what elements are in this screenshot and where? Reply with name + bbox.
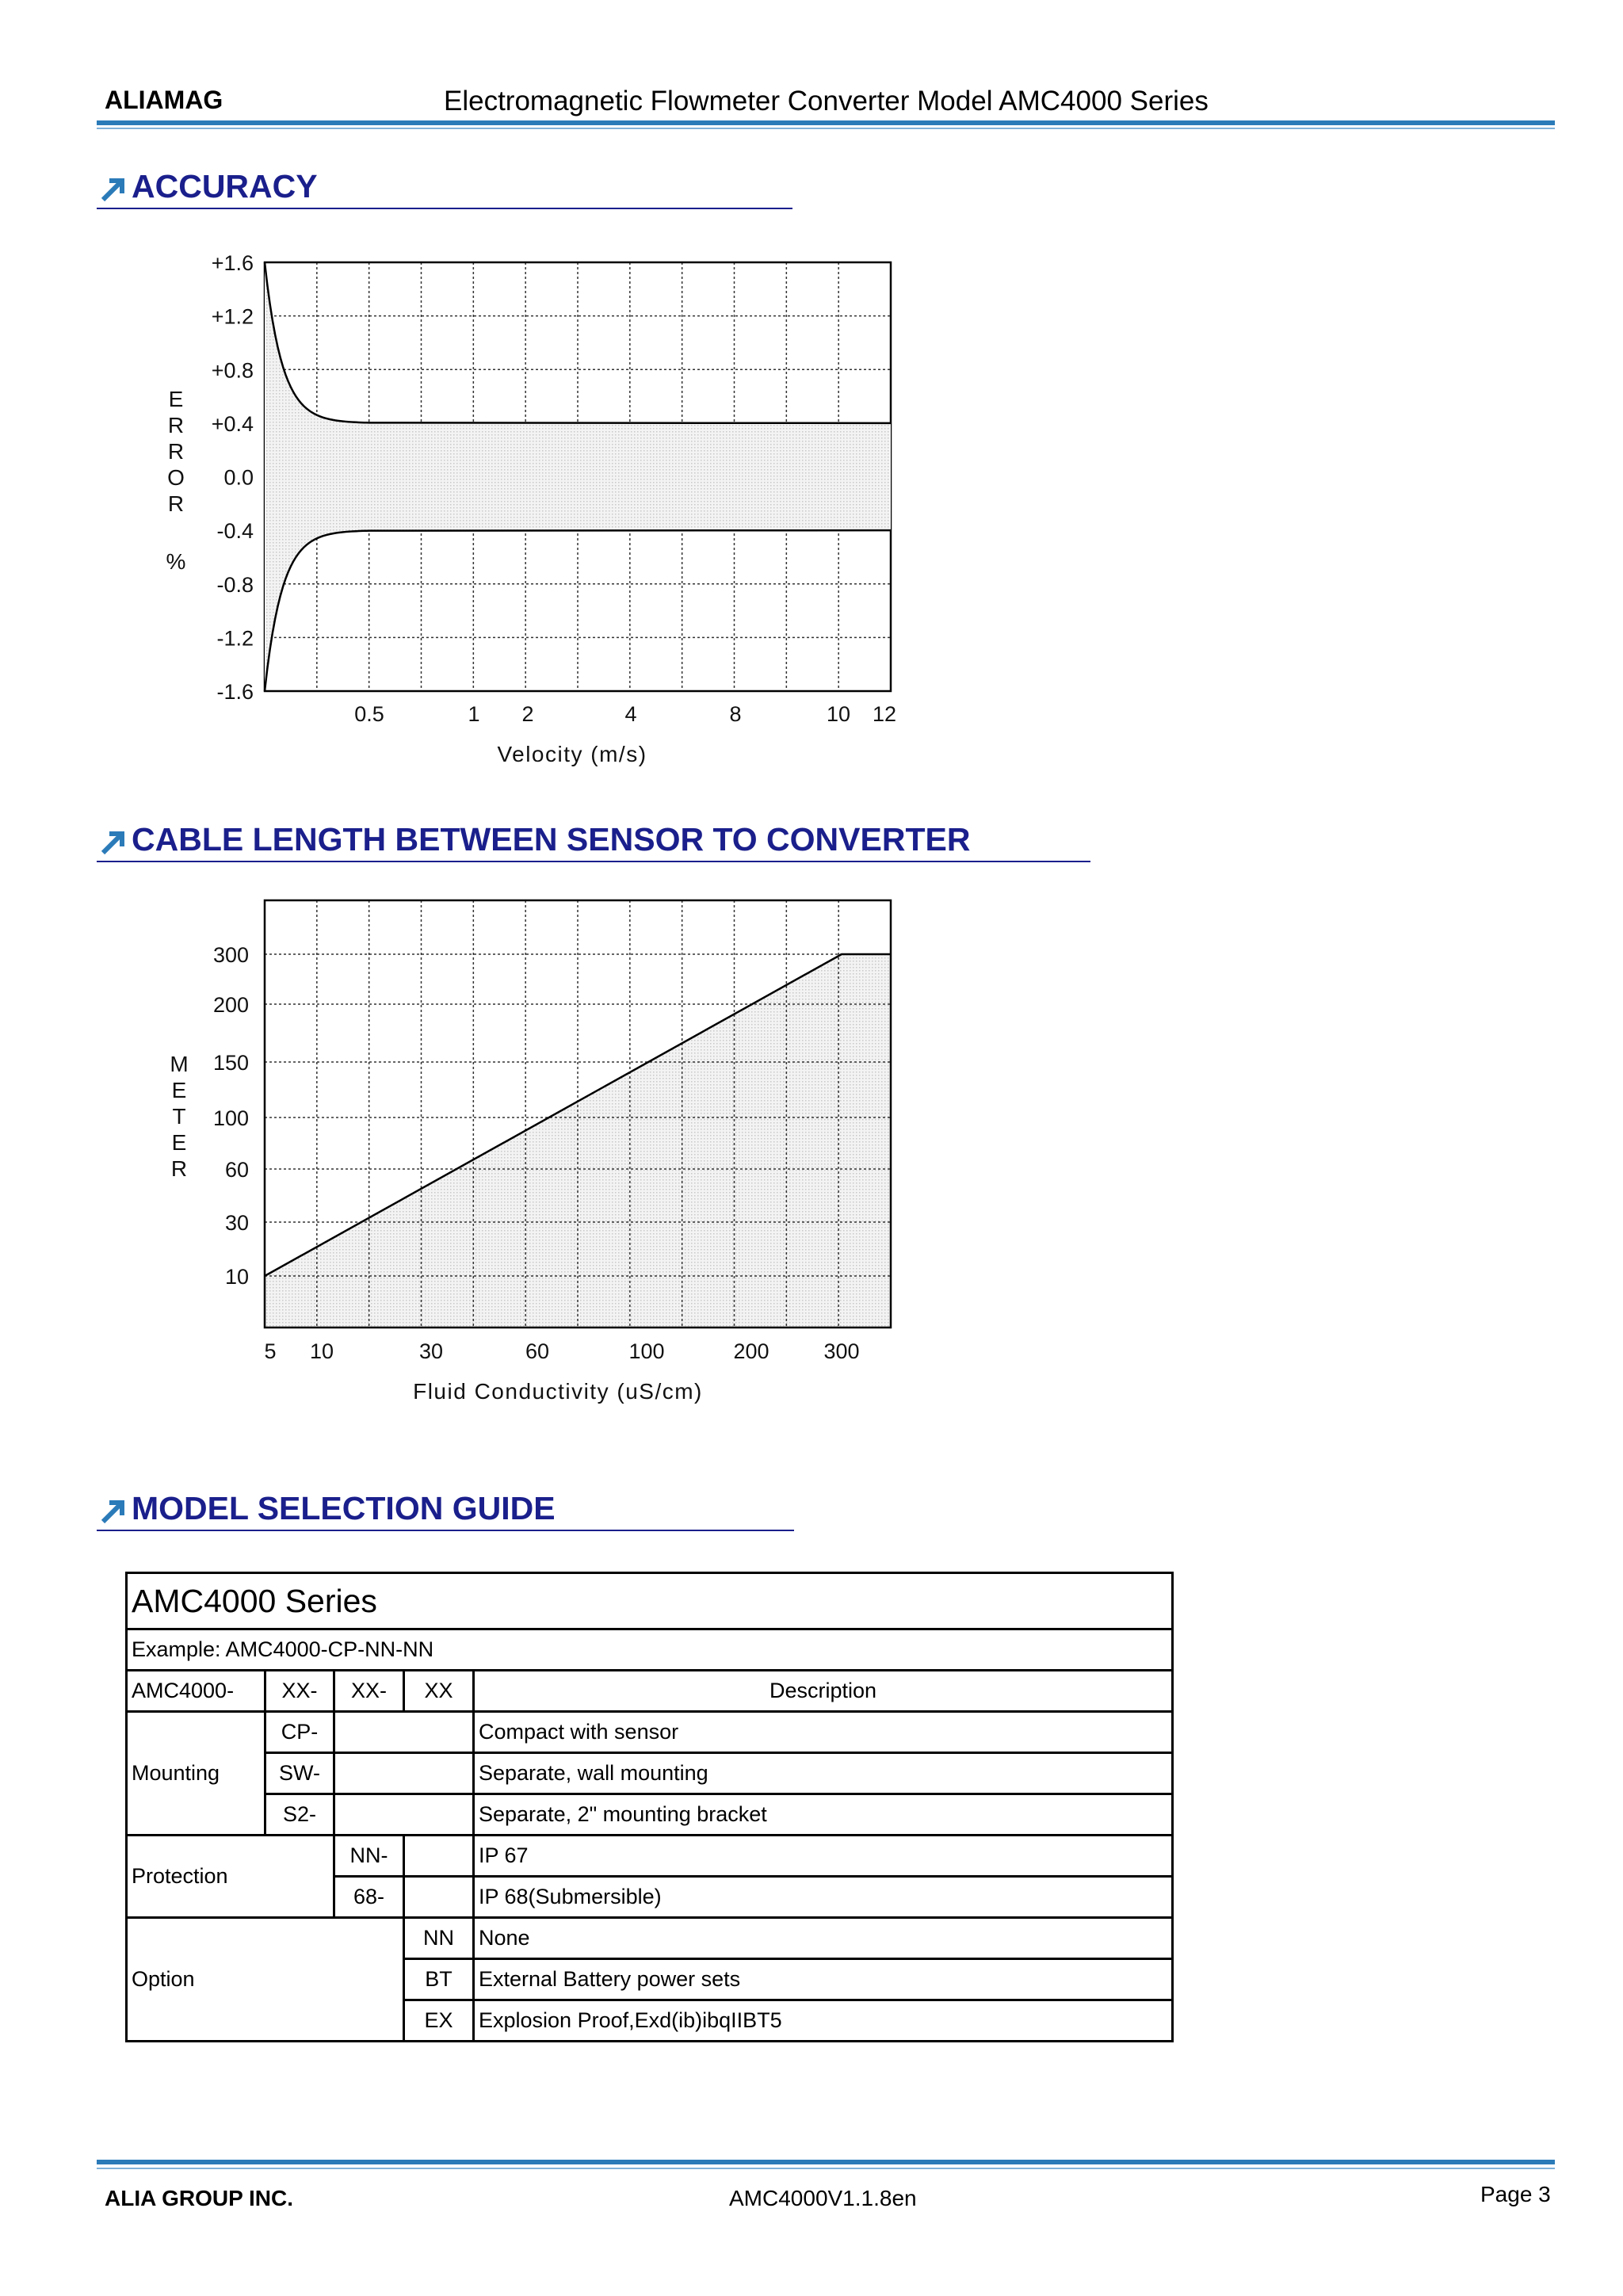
y-tick-label: +0.4 xyxy=(211,411,254,436)
y-axis-unit: % xyxy=(166,549,186,574)
footer-doc-id: AMC4000V1.1.8en xyxy=(729,2186,917,2210)
x-tick-label: 10 xyxy=(826,702,851,726)
y-tick-label: +1.2 xyxy=(211,304,254,329)
x-tick-label: 10 xyxy=(309,1339,334,1363)
y-tick-label: 300 xyxy=(212,943,249,967)
y-tick-label: 60 xyxy=(224,1158,249,1182)
x-axis-label: Velocity (m/s) xyxy=(497,742,647,766)
table-example: Example: AMC4000-CP-NN-NN xyxy=(127,1629,1173,1671)
y-tick-label: +1.6 xyxy=(211,251,254,275)
y-axis-label: R xyxy=(167,413,185,437)
header-title: Electromagnetic Flowmeter Converter Model AMC4000 Series xyxy=(444,86,1209,117)
section-cable-title: CABLE LENGTH BETWEEN SENSOR TO CONVERTER xyxy=(132,821,971,858)
y-tick-label: 30 xyxy=(224,1211,249,1235)
table-row: 68- IP 68(Submersible) xyxy=(127,1877,1173,1918)
x-tick-label: 200 xyxy=(733,1339,769,1363)
y-tick-label: -1.6 xyxy=(216,680,254,704)
section-accuracy-title: ACCURACY xyxy=(132,168,318,204)
y-tick-label: 150 xyxy=(212,1051,249,1075)
y-axis-label: E xyxy=(171,1078,187,1102)
footer-rule-thin xyxy=(97,2168,1555,2169)
y-axis-label: E xyxy=(168,387,184,411)
header-brand: ALIAMAG xyxy=(105,86,223,114)
x-tick-label: 100 xyxy=(628,1339,665,1363)
x-tick-label: 0.5 xyxy=(354,702,384,726)
y-tick-label: 100 xyxy=(212,1106,249,1130)
table-row: Protection NN- IP 67 xyxy=(127,1836,1173,1877)
footer-rule xyxy=(97,2160,1555,2164)
arrow-icon xyxy=(100,1498,127,1525)
section-model-title: MODEL SELECTION GUIDE xyxy=(132,1490,556,1526)
table-row: S2- Separate, 2" mounting bracket xyxy=(127,1794,1173,1836)
y-tick-label: -1.2 xyxy=(216,626,254,651)
y-axis-label: R xyxy=(167,439,185,464)
y-tick-label: -0.4 xyxy=(216,519,254,544)
table-title: AMC4000 Series xyxy=(127,1573,1173,1629)
x-tick-label: 5 xyxy=(264,1339,277,1363)
y-axis-label: E xyxy=(171,1130,187,1155)
y-axis-label: T xyxy=(172,1104,186,1129)
y-tick-label: 0.0 xyxy=(223,465,254,490)
footer-company: ALIA GROUP INC. xyxy=(105,2186,294,2210)
table-row: Mounting CP- Compact with sensor xyxy=(127,1712,1173,1753)
x-tick-label: 4 xyxy=(624,702,637,726)
x-tick-label: 8 xyxy=(729,702,742,726)
x-tick-label: 30 xyxy=(418,1339,444,1363)
y-tick-label: 200 xyxy=(212,993,249,1017)
table-row: SW- Separate, wall mounting xyxy=(127,1753,1173,1794)
y-tick-label: -0.8 xyxy=(216,572,254,597)
y-axis-label: O xyxy=(167,465,185,490)
x-tick-label: 1 xyxy=(468,702,480,726)
x-tick-label: 12 xyxy=(872,702,897,726)
x-tick-label: 60 xyxy=(525,1339,550,1363)
x-axis-label: Fluid Conductivity (uS/cm) xyxy=(413,1379,703,1404)
table-row: Option NN None xyxy=(127,1918,1173,1959)
x-tick-label: 300 xyxy=(823,1339,860,1363)
x-tick-label: 2 xyxy=(521,702,534,726)
y-axis-label: R xyxy=(170,1156,188,1181)
table-row: EX Explosion Proof,Exd(ib)ibqIIBT5 xyxy=(127,2000,1173,2042)
table-row: AMC4000- XX- XX- XX Description xyxy=(127,1671,1173,1712)
table-row: BT External Battery power sets xyxy=(127,1959,1173,2000)
model-selection-table xyxy=(125,1572,1174,2042)
y-axis-label: R xyxy=(167,491,185,516)
footer-page: Page 3 xyxy=(1480,2182,1551,2206)
y-tick-label: +0.8 xyxy=(211,358,254,383)
y-tick-label: 10 xyxy=(224,1265,249,1289)
y-axis-label: M xyxy=(170,1052,189,1076)
